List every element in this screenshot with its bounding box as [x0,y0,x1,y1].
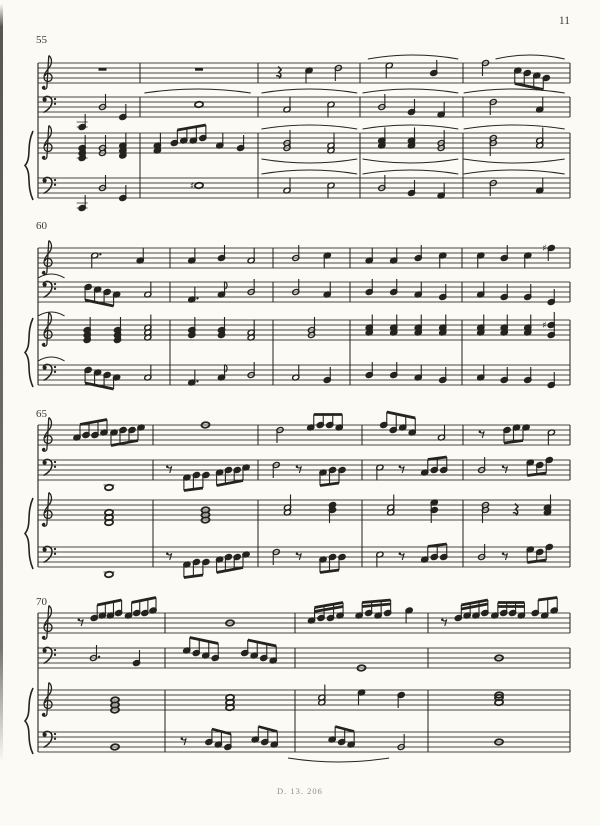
plate-number: D. 13. 206 [277,786,323,796]
page-number: 11 [558,15,570,27]
system-55 [25,55,570,211]
svg-text:♯: ♯ [542,244,547,255]
notes-lower-instrument [90,638,504,672]
system-70 [25,598,570,763]
notes-lower-instrument [104,457,554,491]
notes-piano-upper [77,125,565,163]
notes-piano-upper [38,312,555,343]
notes-piano-lower [38,357,555,389]
svg-text:♯: ♯ [190,181,195,192]
notes-upper-instrument [78,598,559,627]
measure-number: 65 [36,408,47,420]
system-60 [25,241,570,390]
notes-lower-instrument [38,274,555,306]
svg-text:♯: ♯ [542,321,547,332]
staff-piano-lower [38,546,570,567]
staff-piano-upper [38,493,570,527]
staff-lower-instrument [38,647,570,668]
staff-upper-instrument [38,418,570,452]
staff-lower-instrument [38,459,570,480]
measure-number: 60 [36,220,47,232]
notes-upper-instrument [73,412,555,446]
measure-number: 70 [36,596,47,608]
notes-piano-lower [77,170,565,211]
measure-number: 55 [36,34,47,46]
notes-piano-upper [111,685,504,714]
notes-lower-instrument [77,89,565,130]
notes-piano-lower [104,544,554,578]
notes-upper-instrument [99,55,565,90]
staff-upper-instrument [38,56,570,90]
staff-upper-instrument [38,241,570,275]
system-65 [25,412,570,578]
